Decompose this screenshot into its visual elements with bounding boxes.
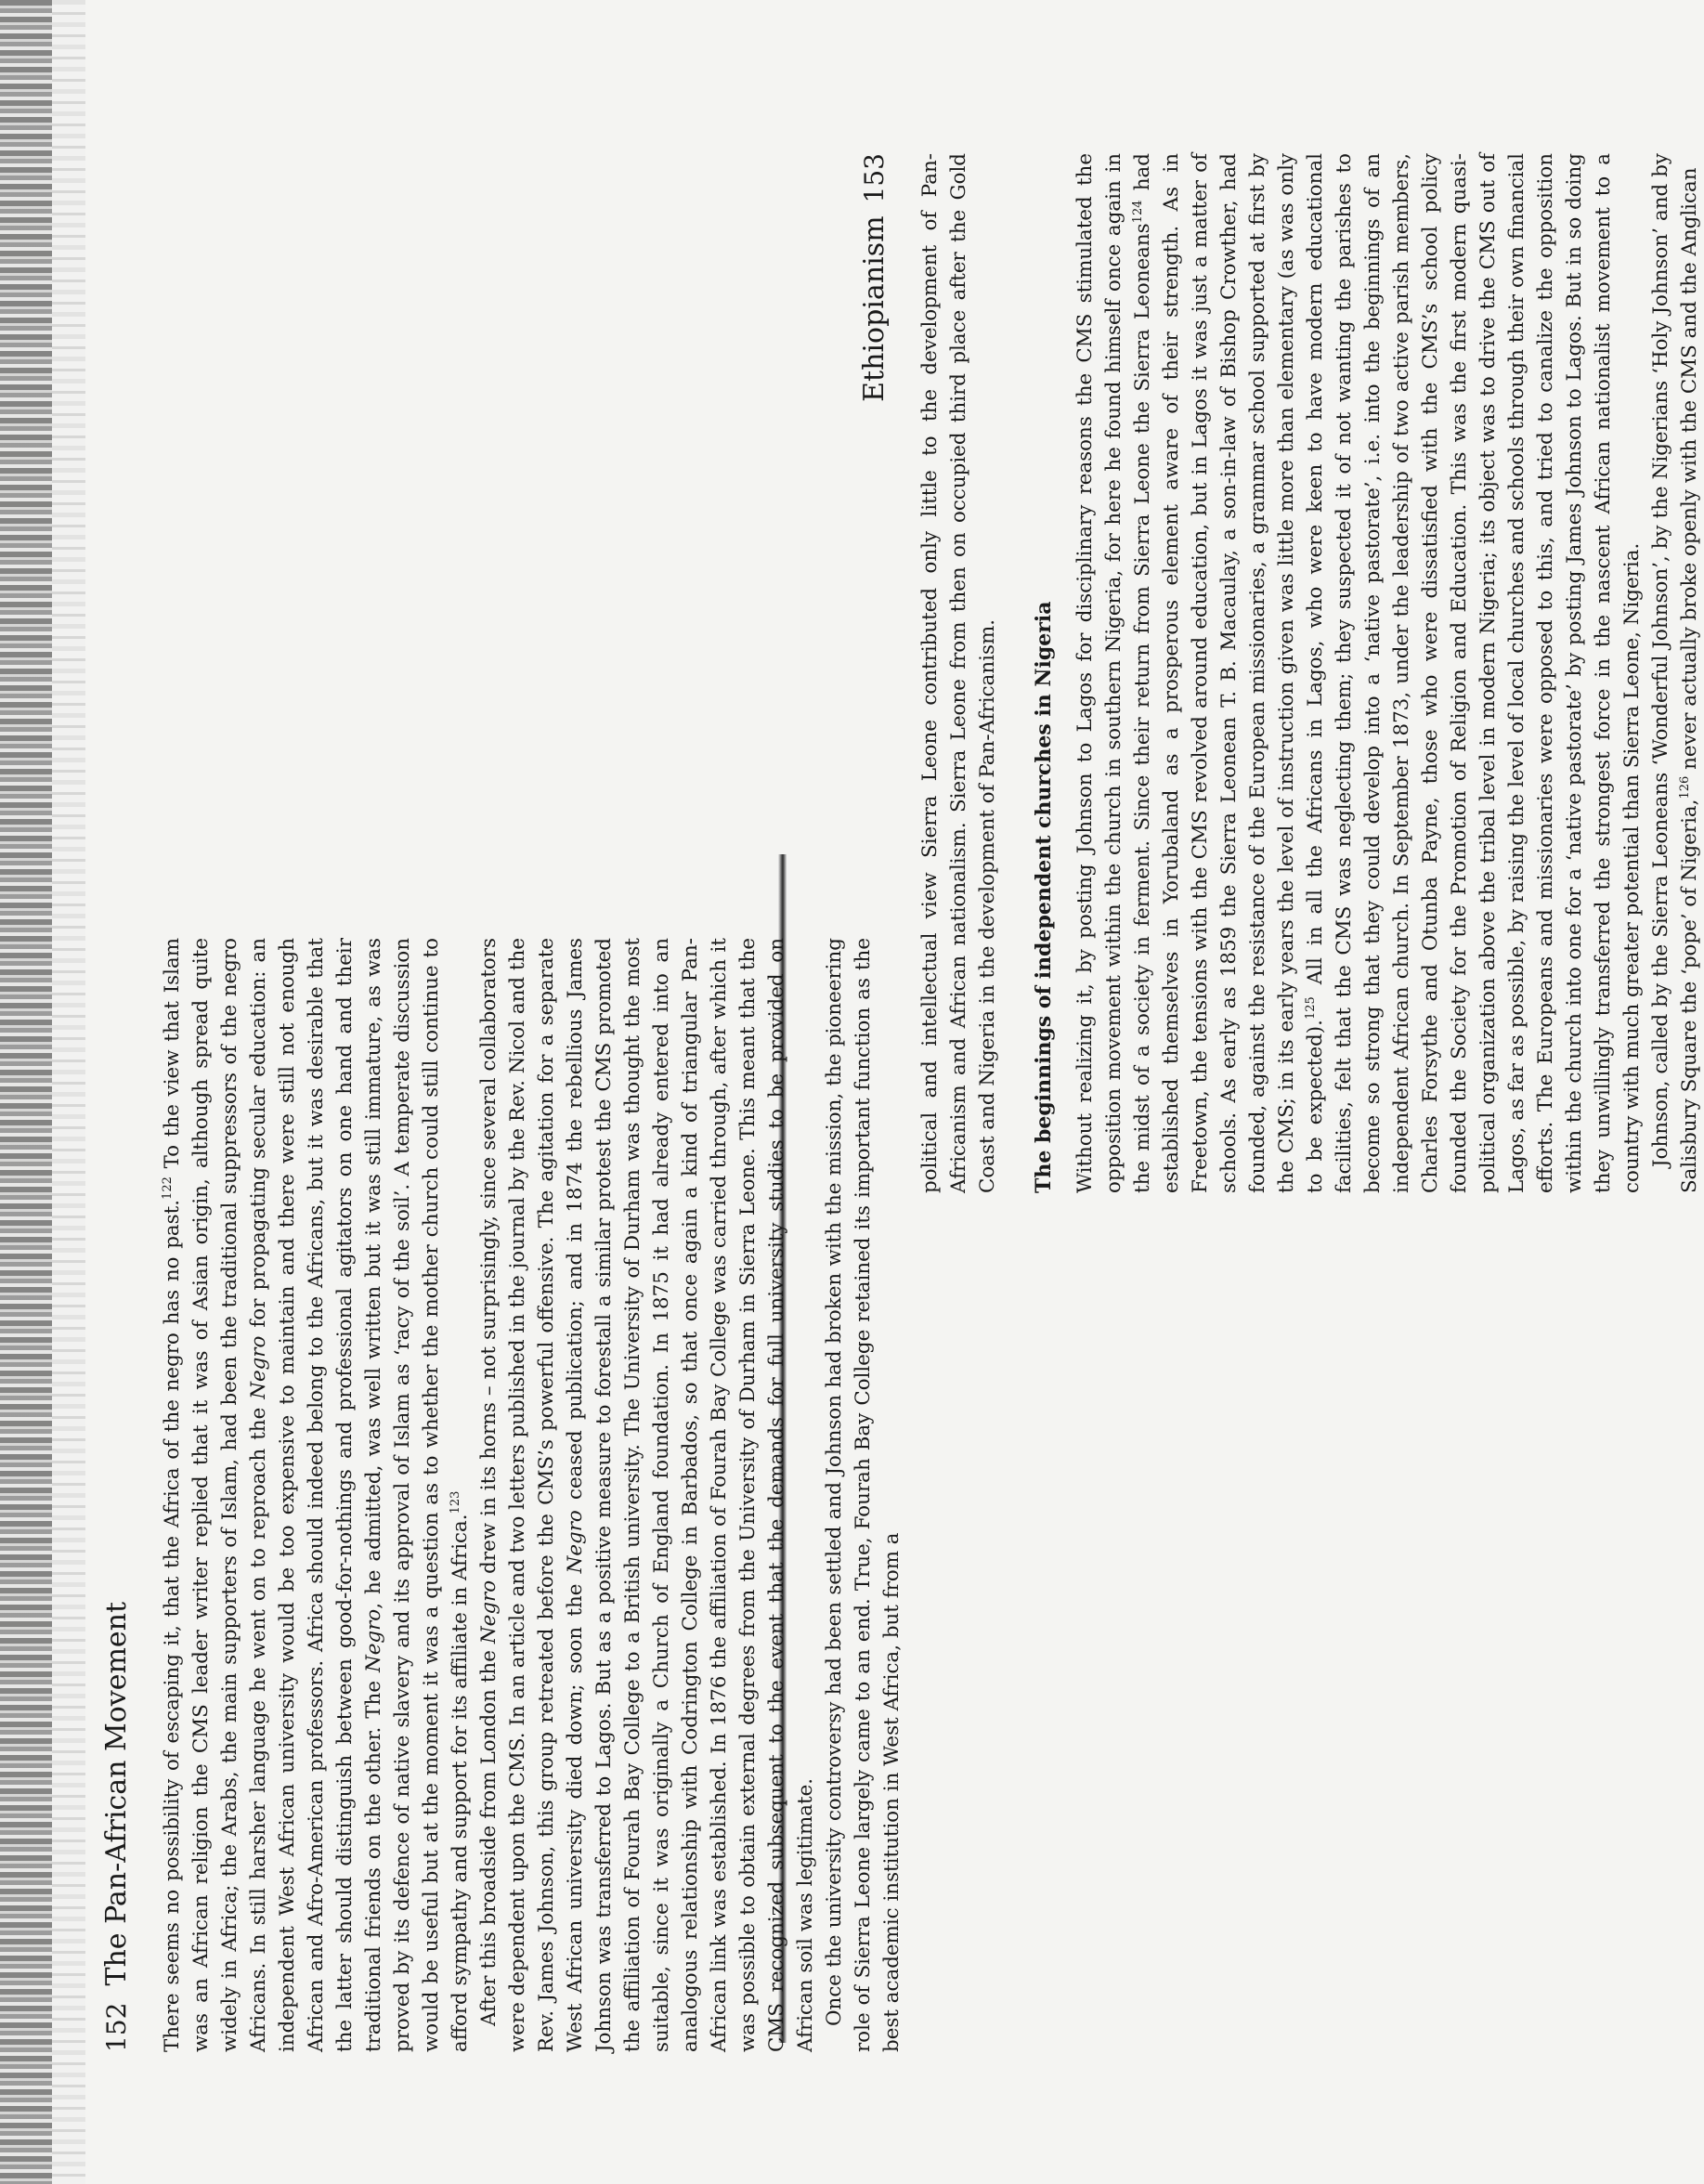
text-run: After this broadside from London the	[477, 1644, 501, 2026]
left-page-body	[158, 938, 906, 2052]
paragraph	[1071, 153, 1646, 1193]
text-run: Johnson, called by the Sierra Leoneans ‘Wonderful Johnson’, by the Nigerians ‘Holy Johnson’ and by Salisbury Square the ‘pope’ of Nigeria,	[1649, 153, 1701, 1193]
italic-text: Negro	[362, 1608, 385, 1672]
section-heading: The beginnings of independent churches in Nigeria	[1032, 601, 1056, 1193]
footnote-ref: 122	[160, 1176, 175, 1200]
right-page-body	[916, 153, 1704, 1193]
text-run: never actually broke openly with the CMS and the Anglican	[1678, 167, 1701, 776]
paragraph	[1646, 153, 1704, 1193]
italic-text: Negro	[477, 1580, 501, 1644]
footnote-ref: 124	[1130, 200, 1145, 224]
left-running-head	[100, 938, 158, 2052]
right-running-head	[858, 153, 916, 1193]
footnote-ref: 125	[1303, 996, 1318, 1020]
left-running-title: The Pan-African Movement	[100, 1601, 133, 1986]
text-run: , he admitted, was well written but it was still immature, as was proved by its defence of native slavery and its approval of Islam as ‘racy of the soil’. A temperate discussion would be useful but at the moment it was a question as to whether the mother church could still continue to afford sympathy and support for its affiliate in Africa.	[362, 938, 472, 2052]
paragraph	[475, 938, 820, 2052]
italic-text: Negro	[564, 1510, 587, 1574]
italic-text: Negro	[247, 1335, 270, 1399]
left-page-number: 152	[101, 2002, 132, 2052]
text-run: Without realizing it, by posting Johnson to Lagos for disciplinary reasons the CMS stimulated the opposition movement within the church in southern Nigeria, for here he found himself once again in the midst of a society in ferment. Since their return from Sierra Leone the Sierra Leoneans	[1073, 153, 1154, 1193]
text-run: There seems no possibility of escaping it, that the Africa of the negro has no past.	[161, 1199, 184, 2052]
text-run: To the view that Islam was an African religion the CMS leader writer replied that it was of Asian origin, although spread quite widely in Africa; the Arabs, the main supporters of Islam, had been the traditional suppressors of the negro Africans. In still harsher language he went on to reproach the	[161, 938, 270, 2052]
text-run: drew in its horns – not surprisingly, since several collaborators were dependent upon the CMS. In an article and two letters published in the journal by the Rev. Nicol and the Rev. James Johnson, this group retreated before the CMS’s powerful offensive. The agitation for a separate West African university died down; soon the	[477, 937, 587, 2052]
right-running-title: Ethiopianism	[858, 215, 891, 402]
paragraph	[916, 153, 1002, 1193]
text-run: had established themselves in Yorubaland as a prosperous element aware of their strength. As in Freetown, the tensions with the CMS revolved around education, but in Lagos it was just a matter of schools. As early as 1859 the Sierra Leonean T. B. Macaulay, a son-in-law of Bishop Crowther, had founded, against the resistance of the European missionaries, a grammar school supported at first by the CMS; in its early years the level of instruction given was little more than elementary (as was only to be expected).	[1131, 153, 1327, 1193]
scan-shadow-edge	[0, 0, 52, 2184]
scan-noise-edge	[52, 0, 85, 2184]
right-page-number: 153	[859, 153, 890, 203]
footnote-ref: 123	[448, 1490, 462, 1514]
paragraph	[158, 938, 475, 2052]
right-page	[858, 153, 1701, 1193]
left-page	[100, 937, 904, 2052]
footnote-ref: 126	[1677, 775, 1692, 800]
text-run: for propagating secular education: an independent West African university would be too expensive to maintain and there were still not enough African and Afro-American professors. Africa should indeed belong to the Africans, but it was desirable that the latter should distinguish between good-for-nothings and professional agitators on one hand and their traditional friends on the other. The	[247, 938, 385, 2052]
text-run: Once the university controversy had been settled and Johnson had broken with the mission, the pioneering role of Sierra Leone largely came to an end. True, Fourah Bay College retained its important function as the best academic institution in West Africa, but from a	[823, 938, 904, 2052]
text-run: political and intellectual view Sierra Leone contributed only little to the development of Pan-Africanism and African nationalism. Sierra Leone from then on occupied third place after the Gold Coast and Nigeria in the development of Pan-Africanism.	[918, 153, 999, 1193]
text-run: All in all the Africans in Lagos, who were keen to have modern educational facilities, felt that the CMS was neglecting them; they suspected it of not wanting the parishes to become so strong that they could develop into a ‘native pastorate’, i.e. into the beginnings of an independent African church. In September 1873, under the leadership of two active parish members, Charles Forsythe and Otunba Payne, those who were dissatisfied with the CMS’s school policy founded the Society for the Promotion of Religion and Education. This was the first modern quasi-political organization above the tribal level in modern Nigeria; its object was to drive the CMS out of Lagos, as far as possible, by raising the level of local churches and schools through their own financial efforts. The Europeans and missionaries were opposed to this, and tried to canalize the opposition within the church into one for a ‘native pastorate’ by posting James Johnson to Lagos. But in so doing they unwillingly transferred the strongest force in the nascent African nationalist movement to a country with much greater potential than Sierra Leone, Nigeria.	[1304, 153, 1644, 1193]
text-run: ceased publication; and in 1874 the rebellious James Johnson was transferred to Lagos. But as a positive measure to forestall a similar protest the CMS promoted the affiliation of Fourah Bay College to a British university. The University of Durham was thought the most suitable, since it was originally a Church of England foundation. In 1875 it had already entered into an analogous relationship with Codrington College in Barbados, so that once again a kind of triangular Pan-African link was established. In 1876 the affiliation of Fourah Bay College was carried through, after which it was possible to obtain external degrees from the University of Durham in Sierra Leone. This meant that the CMS recognized subsequent to the event that the demands for full university studies to be provided on African soil was legitimate.	[564, 938, 817, 2052]
